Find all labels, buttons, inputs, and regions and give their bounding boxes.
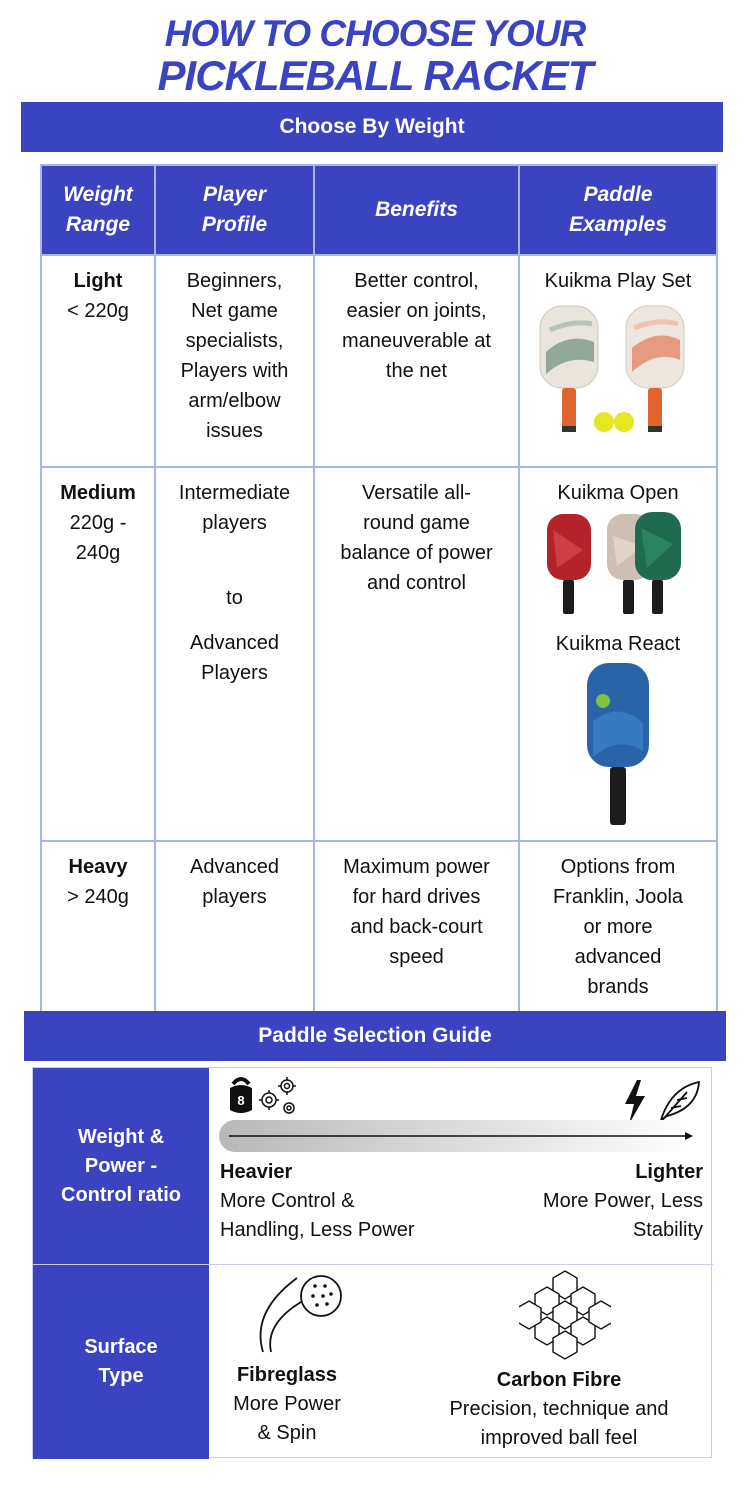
pickleball-icon	[257, 1272, 353, 1356]
lightning-feather-icons	[621, 1078, 705, 1124]
cell-weight-medium: Medium 220g - 240g	[41, 467, 155, 841]
gears-icon	[259, 1077, 296, 1113]
cell-profile-medium: Intermediate players to Advanced Players	[155, 467, 314, 841]
table-row-light	[41, 255, 717, 467]
scale-arrow	[229, 1130, 695, 1142]
fibreglass-text: Fibreglass More Power & Spin	[233, 1364, 341, 1444]
weight-section-heading	[21, 102, 723, 152]
paddle-open-image	[543, 510, 693, 620]
cell-examples-light	[519, 255, 717, 467]
example-label-react: Kuikma React	[555, 633, 681, 655]
selection-guide	[32, 1067, 712, 1458]
weight-section-heading-text: Choose By Weight	[279, 115, 465, 138]
page-title	[0, 14, 750, 98]
cell-benefits-heavy: Maximum power for hard drives and back-court speed	[314, 841, 519, 1029]
cell-benefits-light: Better control, easier on joints, maneuverable at the net	[314, 255, 519, 467]
title-line-2: PICKLEBALL RACKET	[157, 52, 593, 99]
table-row-medium	[41, 467, 717, 841]
weight-table	[40, 164, 718, 1030]
cell-weight-light: Light < 220g	[41, 255, 155, 467]
header-benefits: Benefits	[314, 165, 519, 255]
kettlebell-gears-icons	[227, 1074, 307, 1118]
lighter-text: Lighter More Power, Less Stability	[542, 1161, 703, 1241]
feather-icon	[659, 1082, 699, 1124]
cell-profile-light: Beginners, Net game specialists, Players with arm/elbow issues	[155, 255, 314, 467]
guide-label-weight-ratio: Weight & Power - Control ratio	[33, 1068, 209, 1264]
guide-section-heading-text: Paddle Selection Guide	[258, 1024, 492, 1047]
cell-profile-heavy: Advanced players	[155, 841, 314, 1029]
kettlebell-icon	[230, 1079, 252, 1113]
cell-examples-medium	[519, 467, 717, 841]
hexagon-pattern-icon	[519, 1269, 611, 1361]
guide-label-surface-type: Surface Type	[33, 1265, 209, 1459]
cell-benefits-medium: Versatile all- round game balance of power and control	[314, 467, 519, 841]
table-row-heavy	[41, 841, 717, 1029]
header-paddle-examples: Paddle Examples	[519, 165, 717, 255]
header-player-profile: Player Profile	[155, 165, 314, 255]
table-header-row	[41, 165, 717, 255]
cell-weight-heavy: Heavy > 240g	[41, 841, 155, 1029]
example-label-play-set: Kuikma Play Set	[544, 270, 692, 292]
lightning-icon	[625, 1080, 645, 1124]
example-label-open: Kuikma Open	[557, 482, 679, 504]
carbon-fibre-text: Carbon Fibre Precision, technique and improved ball feel	[449, 1369, 669, 1449]
header-weight-range: Weight Range	[41, 165, 155, 255]
paddle-play-set-image	[528, 302, 708, 442]
heavier-text: Heavier More Control & Handling, Less Power	[220, 1161, 415, 1241]
title-line-1: HOW TO CHOOSE YOUR	[164, 13, 586, 54]
cell-examples-heavy: Options from Franklin, Joola or more advanced brands	[519, 841, 717, 1029]
guide-section-heading	[24, 1011, 726, 1061]
paddle-react-image	[573, 661, 663, 831]
svg-text:8: 8	[237, 1093, 245, 1108]
